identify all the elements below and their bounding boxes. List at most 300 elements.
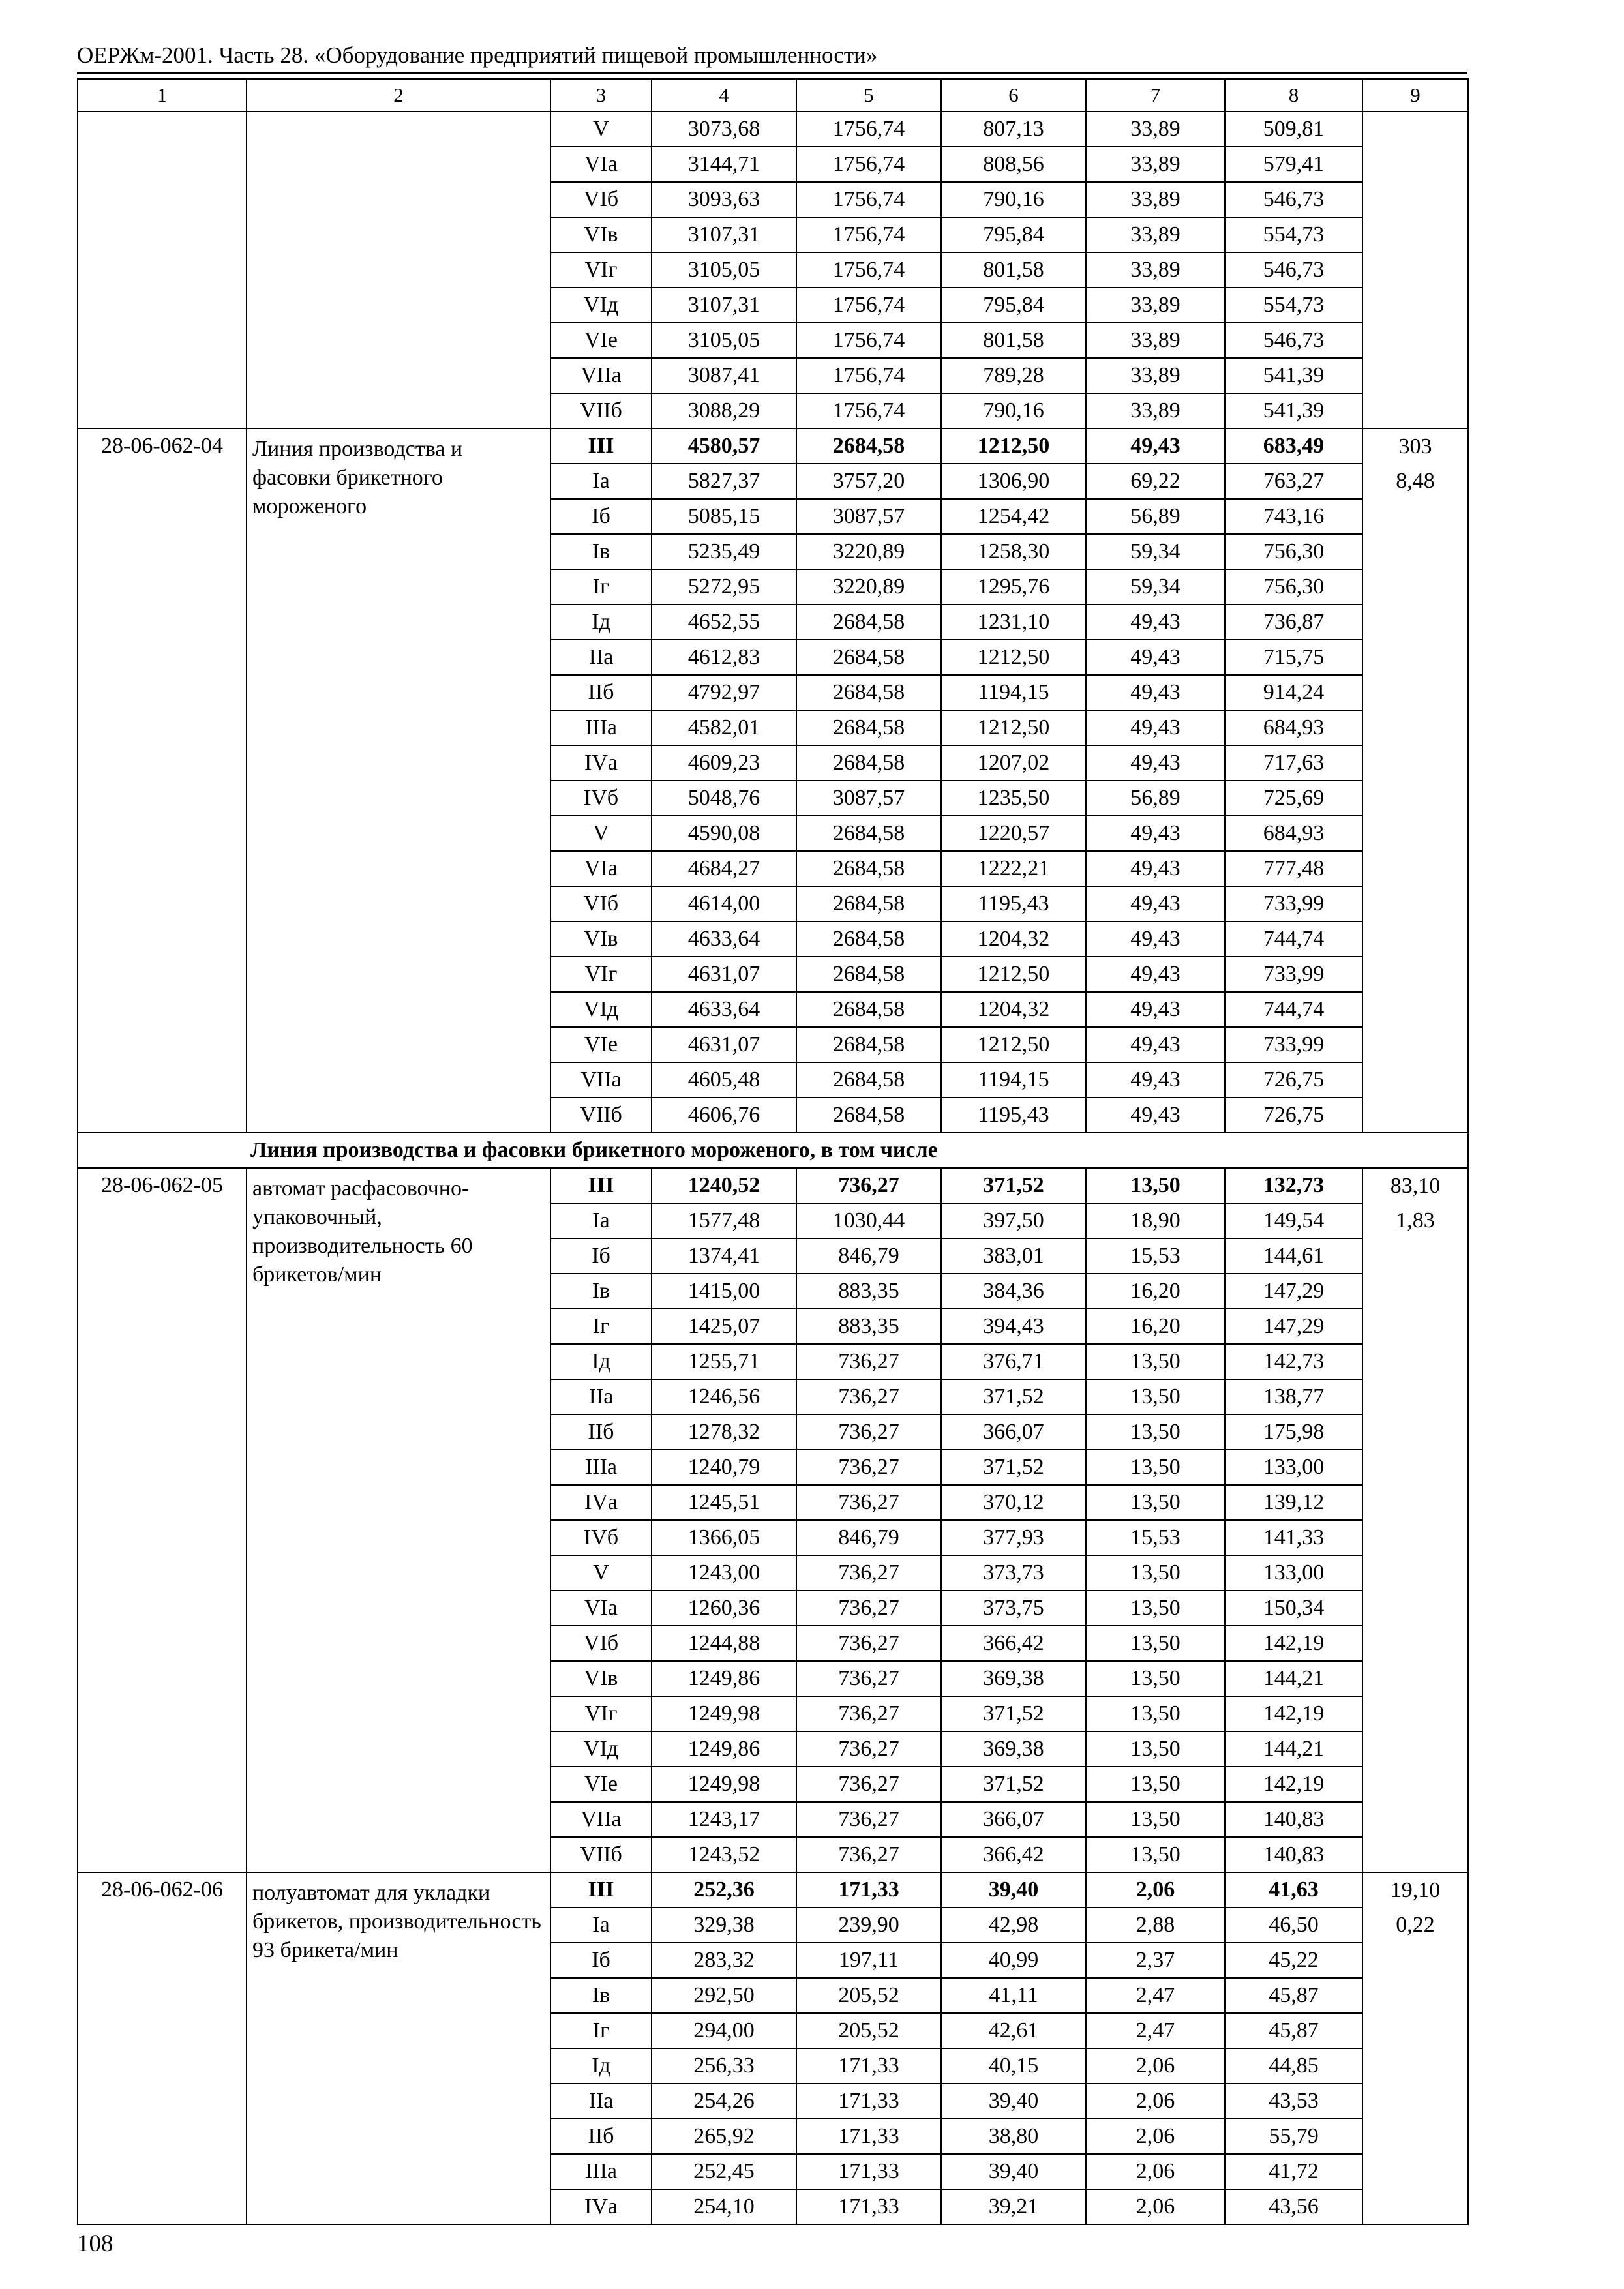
value-cell: 13,50 [1086, 1802, 1225, 1837]
value-cell: 1240,79 [652, 1450, 796, 1485]
value-cell: 49,43 [1086, 886, 1225, 921]
value-cell: 5827,37 [652, 464, 796, 499]
value-cell: 1207,02 [941, 745, 1086, 781]
value-cell: 45,87 [1225, 1978, 1362, 2013]
coefficient-zone: VIе [550, 1027, 652, 1062]
value-cell: 3105,05 [652, 323, 796, 358]
value-cell: 883,35 [796, 1274, 941, 1309]
value-cell: 55,79 [1225, 2119, 1362, 2154]
coefficient-zone: Iб [550, 499, 652, 534]
coefficient-zone: VIIа [550, 1802, 652, 1837]
value-cell: 1231,10 [941, 605, 1086, 640]
value-cell: 509,81 [1225, 112, 1362, 147]
value-cell: 1295,76 [941, 569, 1086, 605]
value-cell: 5085,15 [652, 499, 796, 534]
column-number: 2 [247, 79, 550, 112]
value-cell: 373,75 [941, 1591, 1086, 1626]
value-cell: 49,43 [1086, 675, 1225, 710]
value-cell: 397,50 [941, 1203, 1086, 1238]
coefficient-zone: IIб [550, 1414, 652, 1450]
value-cell: 883,35 [796, 1309, 941, 1344]
value-cell: 554,73 [1225, 288, 1362, 323]
value-cell: 1243,52 [652, 1837, 796, 1872]
value-cell: 3220,89 [796, 569, 941, 605]
coefficient-zone: Iг [550, 1309, 652, 1344]
coefficient-zone: Iб [550, 1238, 652, 1274]
value-cell: 4631,07 [652, 1027, 796, 1062]
coefficient-zone: VIIб [550, 393, 652, 428]
value-cell: 13,50 [1086, 1555, 1225, 1591]
column-number: 1 [78, 79, 247, 112]
coefficient-zone: IIа [550, 1379, 652, 1414]
value-cell: 283,32 [652, 1943, 796, 1978]
column-9-value: 19,10 [1390, 1878, 1441, 1902]
value-cell: 370,12 [941, 1485, 1086, 1520]
column-number: 7 [1086, 79, 1225, 112]
value-cell: 4633,64 [652, 992, 796, 1027]
column-number-row [78, 79, 1468, 112]
value-cell: 4614,00 [652, 886, 796, 921]
value-cell: 4609,23 [652, 745, 796, 781]
value-cell: 726,75 [1225, 1098, 1362, 1133]
value-cell: 13,50 [1086, 1731, 1225, 1767]
value-cell: 49,43 [1086, 1027, 1225, 1062]
value-cell: 39,40 [941, 2154, 1086, 2189]
value-cell: 147,29 [1225, 1309, 1362, 1344]
value-cell: 49,43 [1086, 640, 1225, 675]
column-9-values [1362, 428, 1468, 1133]
coefficient-zone: VIд [550, 1731, 652, 1767]
value-cell: 1374,41 [652, 1238, 796, 1274]
value-cell: 39,40 [941, 1872, 1086, 1908]
coefficient-zone: IIIа [550, 1450, 652, 1485]
value-cell: 42,98 [941, 1908, 1086, 1943]
value-cell: 13,50 [1086, 1626, 1225, 1661]
value-cell: 1366,05 [652, 1520, 796, 1555]
coefficient-zone: Iд [550, 605, 652, 640]
value-cell: 376,71 [941, 1344, 1086, 1379]
value-cell: 171,33 [796, 1872, 941, 1908]
value-cell: 744,74 [1225, 921, 1362, 957]
value-cell: 736,27 [796, 1661, 941, 1696]
value-cell: 1222,21 [941, 851, 1086, 886]
value-cell: 1212,50 [941, 428, 1086, 464]
value-cell: 4582,01 [652, 710, 796, 745]
column-9-values [1362, 1872, 1468, 2224]
value-cell: 2,06 [1086, 2084, 1225, 2119]
value-cell: 2684,58 [796, 1062, 941, 1098]
column-number: 4 [652, 79, 796, 112]
coefficient-zone: VIд [550, 288, 652, 323]
value-cell: 1756,74 [796, 112, 941, 147]
value-cell: 1756,74 [796, 182, 941, 217]
value-cell: 2684,58 [796, 1027, 941, 1062]
value-cell: 3757,20 [796, 464, 941, 499]
value-cell: 2684,58 [796, 428, 941, 464]
value-cell: 294,00 [652, 2013, 796, 2048]
table-row [78, 1168, 1468, 1203]
value-cell: 1195,43 [941, 1098, 1086, 1133]
coefficient-zone: VIа [550, 1591, 652, 1626]
value-cell: 541,39 [1225, 393, 1362, 428]
value-cell: 59,34 [1086, 569, 1225, 605]
value-cell: 252,36 [652, 1872, 796, 1908]
value-cell: 1756,74 [796, 323, 941, 358]
coefficient-zone: VIг [550, 1696, 652, 1731]
value-cell: 2684,58 [796, 957, 941, 992]
value-cell: 554,73 [1225, 217, 1362, 252]
item-name: полуавтомат для укладки брикетов, производительность 93 брикета/мин [247, 1872, 550, 2224]
value-cell: 736,27 [796, 1414, 941, 1450]
value-cell: 3087,57 [796, 781, 941, 816]
value-cell: 2684,58 [796, 745, 941, 781]
value-cell: 46,50 [1225, 1908, 1362, 1943]
value-cell: 2684,58 [796, 886, 941, 921]
section-title: Линия производства и фасовки брикетного мороженого, в том числе [250, 1138, 938, 1162]
value-cell: 13,50 [1086, 1591, 1225, 1626]
value-cell: 1425,07 [652, 1309, 796, 1344]
value-cell: 715,75 [1225, 640, 1362, 675]
value-cell: 13,50 [1086, 1450, 1225, 1485]
coefficient-zone: VIб [550, 182, 652, 217]
value-cell: 1756,74 [796, 288, 941, 323]
value-cell: 3105,05 [652, 252, 796, 288]
value-cell: 142,19 [1225, 1696, 1362, 1731]
value-cell: 1195,43 [941, 886, 1086, 921]
coefficient-zone: IVа [550, 1485, 652, 1520]
value-cell: 5235,49 [652, 534, 796, 569]
value-cell: 38,80 [941, 2119, 1086, 2154]
price-table [77, 78, 1469, 2225]
value-cell: 33,89 [1086, 147, 1225, 182]
coefficient-zone: V [550, 112, 652, 147]
value-cell: 756,30 [1225, 534, 1362, 569]
coefficient-zone: IIа [550, 2084, 652, 2119]
value-cell: 42,61 [941, 2013, 1086, 2048]
item-name: автомат расфасовочно-упаковочный, производительность 60 брикетов/мин [247, 1168, 550, 1872]
table-row [78, 112, 1468, 147]
value-cell: 140,83 [1225, 1802, 1362, 1837]
value-cell: 49,43 [1086, 1098, 1225, 1133]
value-cell: 733,99 [1225, 886, 1362, 921]
value-cell: 144,61 [1225, 1238, 1362, 1274]
value-cell: 15,53 [1086, 1520, 1225, 1555]
value-cell: 795,84 [941, 217, 1086, 252]
value-cell: 2,47 [1086, 2013, 1225, 2048]
value-cell: 13,50 [1086, 1485, 1225, 1520]
coefficient-zone: VIд [550, 992, 652, 1027]
value-cell: 140,83 [1225, 1837, 1362, 1872]
column-number: 5 [796, 79, 941, 112]
value-cell: 49,43 [1086, 745, 1225, 781]
value-cell: 1249,86 [652, 1731, 796, 1767]
value-cell: 1220,57 [941, 816, 1086, 851]
value-cell: 1306,90 [941, 464, 1086, 499]
coefficient-zone: III [550, 428, 652, 464]
value-cell: 579,41 [1225, 147, 1362, 182]
value-cell: 3107,31 [652, 288, 796, 323]
value-cell: 373,73 [941, 1555, 1086, 1591]
value-cell: 33,89 [1086, 393, 1225, 428]
value-cell: 371,52 [941, 1696, 1086, 1731]
value-cell: 2,06 [1086, 2154, 1225, 2189]
value-cell: 366,42 [941, 1626, 1086, 1661]
item-name [247, 112, 550, 428]
header-rule [77, 72, 1467, 74]
value-cell: 366,42 [941, 1837, 1086, 1872]
value-cell: 1756,74 [796, 217, 941, 252]
value-cell: 13,50 [1086, 1837, 1225, 1872]
coefficient-zone: VIб [550, 886, 652, 921]
value-cell: 725,69 [1225, 781, 1362, 816]
coefficient-zone: VIг [550, 252, 652, 288]
value-cell: 1254,42 [941, 499, 1086, 534]
coefficient-zone: Iв [550, 1978, 652, 2013]
value-cell: 1244,88 [652, 1626, 796, 1661]
coefficient-zone: Iб [550, 1943, 652, 1978]
value-cell: 33,89 [1086, 217, 1225, 252]
coefficient-zone: V [550, 816, 652, 851]
value-cell: 846,79 [796, 1520, 941, 1555]
item-code: 28-06-062-04 [78, 428, 247, 1133]
value-cell: 3220,89 [796, 534, 941, 569]
value-cell: 546,73 [1225, 323, 1362, 358]
value-cell: 1756,74 [796, 252, 941, 288]
value-cell: 40,99 [941, 1943, 1086, 1978]
value-cell: 3073,68 [652, 112, 796, 147]
coefficient-zone: Iа [550, 1203, 652, 1238]
value-cell: 16,20 [1086, 1274, 1225, 1309]
coefficient-zone: VIб [550, 1626, 652, 1661]
section-title-cell [78, 1133, 1468, 1168]
coefficient-zone: IIа [550, 640, 652, 675]
value-cell: 39,21 [941, 2189, 1086, 2224]
value-cell: 2684,58 [796, 640, 941, 675]
value-cell: 736,27 [796, 1168, 941, 1203]
coefficient-zone: VIIб [550, 1837, 652, 1872]
value-cell: 1249,98 [652, 1767, 796, 1802]
value-cell: 175,98 [1225, 1414, 1362, 1450]
value-cell: 684,93 [1225, 710, 1362, 745]
column-number: 3 [550, 79, 652, 112]
page-header-title: ОЕРЖм-2001. Часть 28. «Оборудование предприятий пищевой промышленности» [77, 42, 878, 68]
value-cell: 2,06 [1086, 2119, 1225, 2154]
value-cell: 371,52 [941, 1379, 1086, 1414]
value-cell: 49,43 [1086, 428, 1225, 464]
section-row [78, 1133, 1468, 1168]
value-cell: 733,99 [1225, 1027, 1362, 1062]
coefficient-zone: IIIа [550, 2154, 652, 2189]
item-name: Линия производства и фасовки брикетного мороженого [247, 428, 550, 1133]
value-cell: 141,33 [1225, 1520, 1362, 1555]
value-cell: 736,27 [796, 1485, 941, 1520]
value-cell: 1194,15 [941, 1062, 1086, 1098]
value-cell: 4633,64 [652, 921, 796, 957]
value-cell: 366,07 [941, 1802, 1086, 1837]
value-cell: 2684,58 [796, 992, 941, 1027]
coefficient-zone: V [550, 1555, 652, 1591]
value-cell: 684,93 [1225, 816, 1362, 851]
value-cell: 49,43 [1086, 605, 1225, 640]
value-cell: 4580,57 [652, 428, 796, 464]
coefficient-zone: VIа [550, 147, 652, 182]
value-cell: 3087,57 [796, 499, 941, 534]
value-cell: 4631,07 [652, 957, 796, 992]
coefficient-zone: VIе [550, 323, 652, 358]
value-cell: 1756,74 [796, 393, 941, 428]
value-cell: 1249,86 [652, 1661, 796, 1696]
value-cell: 1258,30 [941, 534, 1086, 569]
value-cell: 254,10 [652, 2189, 796, 2224]
value-cell: 149,54 [1225, 1203, 1362, 1238]
value-cell: 142,73 [1225, 1344, 1362, 1379]
value-cell: 1212,50 [941, 1027, 1086, 1062]
value-cell: 138,77 [1225, 1379, 1362, 1414]
column-9-value: 0,22 [1396, 1913, 1435, 1937]
value-cell: 1030,44 [796, 1203, 941, 1238]
value-cell: 252,45 [652, 2154, 796, 2189]
value-cell: 150,34 [1225, 1591, 1362, 1626]
coefficient-zone: Iв [550, 534, 652, 569]
value-cell: 205,52 [796, 1978, 941, 2013]
coefficient-zone: IVб [550, 1520, 652, 1555]
value-cell: 133,00 [1225, 1450, 1362, 1485]
value-cell: 369,38 [941, 1731, 1086, 1767]
value-cell: 1245,51 [652, 1485, 796, 1520]
value-cell: 1235,50 [941, 781, 1086, 816]
coefficient-zone: Iг [550, 569, 652, 605]
value-cell: 2684,58 [796, 816, 941, 851]
value-cell: 4606,76 [652, 1098, 796, 1133]
value-cell: 3088,29 [652, 393, 796, 428]
value-cell: 1756,74 [796, 358, 941, 393]
coefficient-zone: III [550, 1168, 652, 1203]
value-cell: 2684,58 [796, 710, 941, 745]
value-cell: 1260,36 [652, 1591, 796, 1626]
value-cell: 377,93 [941, 1520, 1086, 1555]
value-cell: 683,49 [1225, 428, 1362, 464]
value-cell: 5272,95 [652, 569, 796, 605]
value-cell: 4590,08 [652, 816, 796, 851]
value-cell: 1243,00 [652, 1555, 796, 1591]
column-number: 6 [941, 79, 1086, 112]
value-cell: 197,11 [796, 1943, 941, 1978]
value-cell: 49,43 [1086, 1062, 1225, 1098]
value-cell: 265,92 [652, 2119, 796, 2154]
value-cell: 369,38 [941, 1661, 1086, 1696]
column-9-value: 1,83 [1396, 1208, 1435, 1233]
value-cell: 2684,58 [796, 921, 941, 957]
value-cell: 43,53 [1225, 2084, 1362, 2119]
value-cell: 144,21 [1225, 1661, 1362, 1696]
value-cell: 254,26 [652, 2084, 796, 2119]
value-cell: 4792,97 [652, 675, 796, 710]
coefficient-zone: IIIа [550, 710, 652, 745]
value-cell: 56,89 [1086, 781, 1225, 816]
table-row [78, 1872, 1468, 1908]
value-cell: 2,88 [1086, 1908, 1225, 1943]
value-cell: 33,89 [1086, 252, 1225, 288]
value-cell: 239,90 [796, 1908, 941, 1943]
value-cell: 1212,50 [941, 710, 1086, 745]
column-9-values [1362, 112, 1468, 428]
value-cell: 33,89 [1086, 323, 1225, 358]
column-number: 8 [1225, 79, 1362, 112]
value-cell: 1204,32 [941, 992, 1086, 1027]
value-cell: 371,52 [941, 1767, 1086, 1802]
value-cell: 790,16 [941, 182, 1086, 217]
value-cell: 69,22 [1086, 464, 1225, 499]
value-cell: 5048,76 [652, 781, 796, 816]
value-cell: 39,40 [941, 2084, 1086, 2119]
value-cell: 790,16 [941, 393, 1086, 428]
value-cell: 736,27 [796, 1731, 941, 1767]
value-cell: 2684,58 [796, 1098, 941, 1133]
value-cell: 763,27 [1225, 464, 1362, 499]
column-9-values [1362, 1168, 1468, 1872]
table-row [78, 428, 1468, 464]
value-cell: 2,06 [1086, 2048, 1225, 2084]
item-code [78, 112, 247, 428]
value-cell: 756,30 [1225, 569, 1362, 605]
value-cell: 13,50 [1086, 1344, 1225, 1379]
value-cell: 366,07 [941, 1414, 1086, 1450]
column-9-value: 303 [1398, 434, 1432, 458]
coefficient-zone: III [550, 1872, 652, 1908]
coefficient-zone: IVб [550, 781, 652, 816]
value-cell: 18,90 [1086, 1203, 1225, 1238]
value-cell: 371,52 [941, 1450, 1086, 1485]
value-cell: 717,63 [1225, 745, 1362, 781]
value-cell: 59,34 [1086, 534, 1225, 569]
value-cell: 171,33 [796, 2084, 941, 2119]
value-cell: 13,50 [1086, 1168, 1225, 1203]
value-cell: 801,58 [941, 252, 1086, 288]
value-cell: 736,27 [796, 1626, 941, 1661]
value-cell: 49,43 [1086, 992, 1225, 1027]
value-cell: 801,58 [941, 323, 1086, 358]
coefficient-zone: VIIб [550, 1098, 652, 1133]
value-cell: 2684,58 [796, 605, 941, 640]
value-cell: 1204,32 [941, 921, 1086, 957]
value-cell: 743,16 [1225, 499, 1362, 534]
coefficient-zone: VIе [550, 1767, 652, 1802]
value-cell: 147,29 [1225, 1274, 1362, 1309]
value-cell: 394,43 [941, 1309, 1086, 1344]
value-cell: 1243,17 [652, 1802, 796, 1837]
value-cell: 41,72 [1225, 2154, 1362, 2189]
value-cell: 2,37 [1086, 1943, 1225, 1978]
item-code: 28-06-062-06 [78, 1872, 247, 2224]
value-cell: 808,56 [941, 147, 1086, 182]
value-cell: 1278,32 [652, 1414, 796, 1450]
coefficient-zone: IVа [550, 2189, 652, 2224]
value-cell: 171,33 [796, 2048, 941, 2084]
value-cell: 13,50 [1086, 1661, 1225, 1696]
coefficient-zone: VIа [550, 851, 652, 886]
value-cell: 171,33 [796, 2154, 941, 2189]
value-cell: 736,27 [796, 1802, 941, 1837]
value-cell: 1249,98 [652, 1696, 796, 1731]
value-cell: 914,24 [1225, 675, 1362, 710]
value-cell: 13,50 [1086, 1379, 1225, 1414]
value-cell: 142,19 [1225, 1767, 1362, 1802]
value-cell: 15,53 [1086, 1238, 1225, 1274]
value-cell: 3144,71 [652, 147, 796, 182]
value-cell: 1756,74 [796, 147, 941, 182]
column-number: 9 [1362, 79, 1468, 112]
value-cell: 2,06 [1086, 1872, 1225, 1908]
